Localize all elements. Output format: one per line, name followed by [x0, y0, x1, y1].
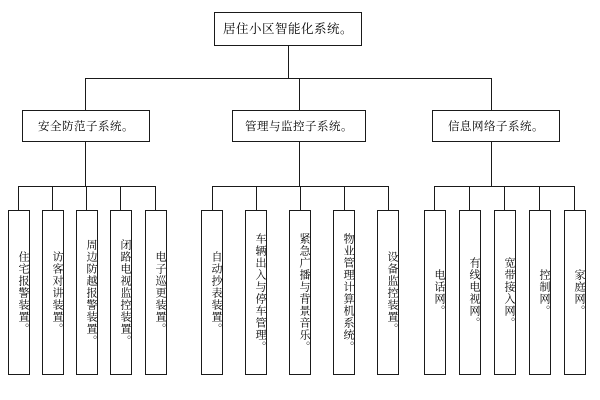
leaf-node-3-1-label: 电话网。 [433, 268, 446, 317]
leaf-node-3-4-label: 控制网。 [538, 268, 551, 317]
leaf-node-1-4-label: 闭路电视监控装置。 [119, 238, 132, 347]
connector-branch-3-leaf-drop-1 [434, 186, 435, 210]
connector-branch-2-leaf-drop-2 [256, 186, 257, 210]
connector-root-stem [288, 46, 289, 78]
connector-branch-1-bus [18, 186, 156, 187]
leaf-node-3-5-label: 家庭网。 [573, 268, 586, 317]
leaf-node-2-2 [245, 210, 267, 375]
branch-node-3-label: 信息网络子系统。 [448, 118, 544, 133]
leaf-node-1-5 [145, 210, 167, 375]
leaf-node-1-1-label: 住宅报警装置。 [17, 250, 30, 335]
connector-branch-3-leaf-drop-5 [574, 186, 575, 210]
connector-branch-2-leaf-drop-4 [344, 186, 345, 210]
leaf-node-1-5-label: 电子巡更装置。 [154, 250, 167, 335]
leaf-node-1-2-label: 访客对讲装置。 [51, 250, 64, 335]
connector-branch-3-leaf-drop-2 [469, 186, 470, 210]
leaf-node-3-2-label: 有线电视网。 [468, 256, 481, 329]
leaf-node-3-2 [459, 210, 481, 375]
leaf-node-1-1 [8, 210, 30, 375]
connector-branch-3-leaf-drop-4 [539, 186, 540, 210]
leaf-node-3-5 [564, 210, 586, 375]
connector-drop-branch-3 [491, 78, 492, 110]
leaf-node-2-5-label: 设备监控装置。 [386, 250, 399, 335]
leaf-node-2-3 [289, 210, 311, 375]
root-node-label: 居住小区智能化系统。 [222, 21, 353, 36]
leaf-node-3-3 [494, 210, 516, 375]
leaf-node-1-3 [76, 210, 98, 375]
leaf-node-1-3-label: 周边防越报警装置。 [85, 238, 98, 347]
leaf-node-2-4-label: 物业管理计算机系统。 [342, 232, 355, 353]
connector-branch-1-stem [85, 142, 86, 186]
connector-root-bus [85, 78, 491, 79]
connector-branch-2-leaf-drop-1 [212, 186, 213, 210]
leaf-node-2-1-label: 自动抄表装置。 [210, 250, 223, 335]
connector-branch-3-leaf-drop-3 [504, 186, 505, 210]
connector-branch-2-stem [299, 142, 300, 186]
branch-node-1-label: 安全防范子系统。 [38, 118, 134, 133]
connector-drop-branch-2 [299, 78, 300, 110]
branch-node-2 [232, 110, 366, 142]
leaf-node-2-3-label: 紧急广播与背景音乐。 [298, 232, 311, 353]
connector-branch-1-leaf-drop-1 [18, 186, 19, 210]
connector-branch-1-leaf-drop-2 [52, 186, 53, 210]
connector-branch-1-leaf-drop-3 [86, 186, 87, 210]
connector-branch-1-leaf-drop-4 [120, 186, 121, 210]
branch-node-1 [22, 110, 150, 142]
connector-drop-branch-1 [85, 78, 86, 110]
connector-branch-2-leaf-drop-3 [300, 186, 301, 210]
branch-node-3 [432, 110, 560, 142]
leaf-node-3-4 [529, 210, 551, 375]
branch-node-2-label: 管理与监控子系统。 [245, 118, 353, 133]
leaf-node-1-4 [110, 210, 132, 375]
leaf-node-2-4 [333, 210, 355, 375]
leaf-node-2-1 [201, 210, 223, 375]
connector-branch-1-leaf-drop-5 [155, 186, 156, 210]
leaf-node-3-3-label: 宽带接入网。 [503, 256, 516, 329]
leaf-node-1-2 [42, 210, 64, 375]
leaf-node-3-1 [424, 210, 446, 375]
leaf-node-2-2-label: 车辆出入与停车管理。 [254, 232, 267, 353]
connector-branch-3-stem [491, 142, 492, 186]
leaf-node-2-5 [377, 210, 399, 375]
connector-branch-2-leaf-drop-5 [388, 186, 389, 210]
root-node [214, 12, 362, 46]
